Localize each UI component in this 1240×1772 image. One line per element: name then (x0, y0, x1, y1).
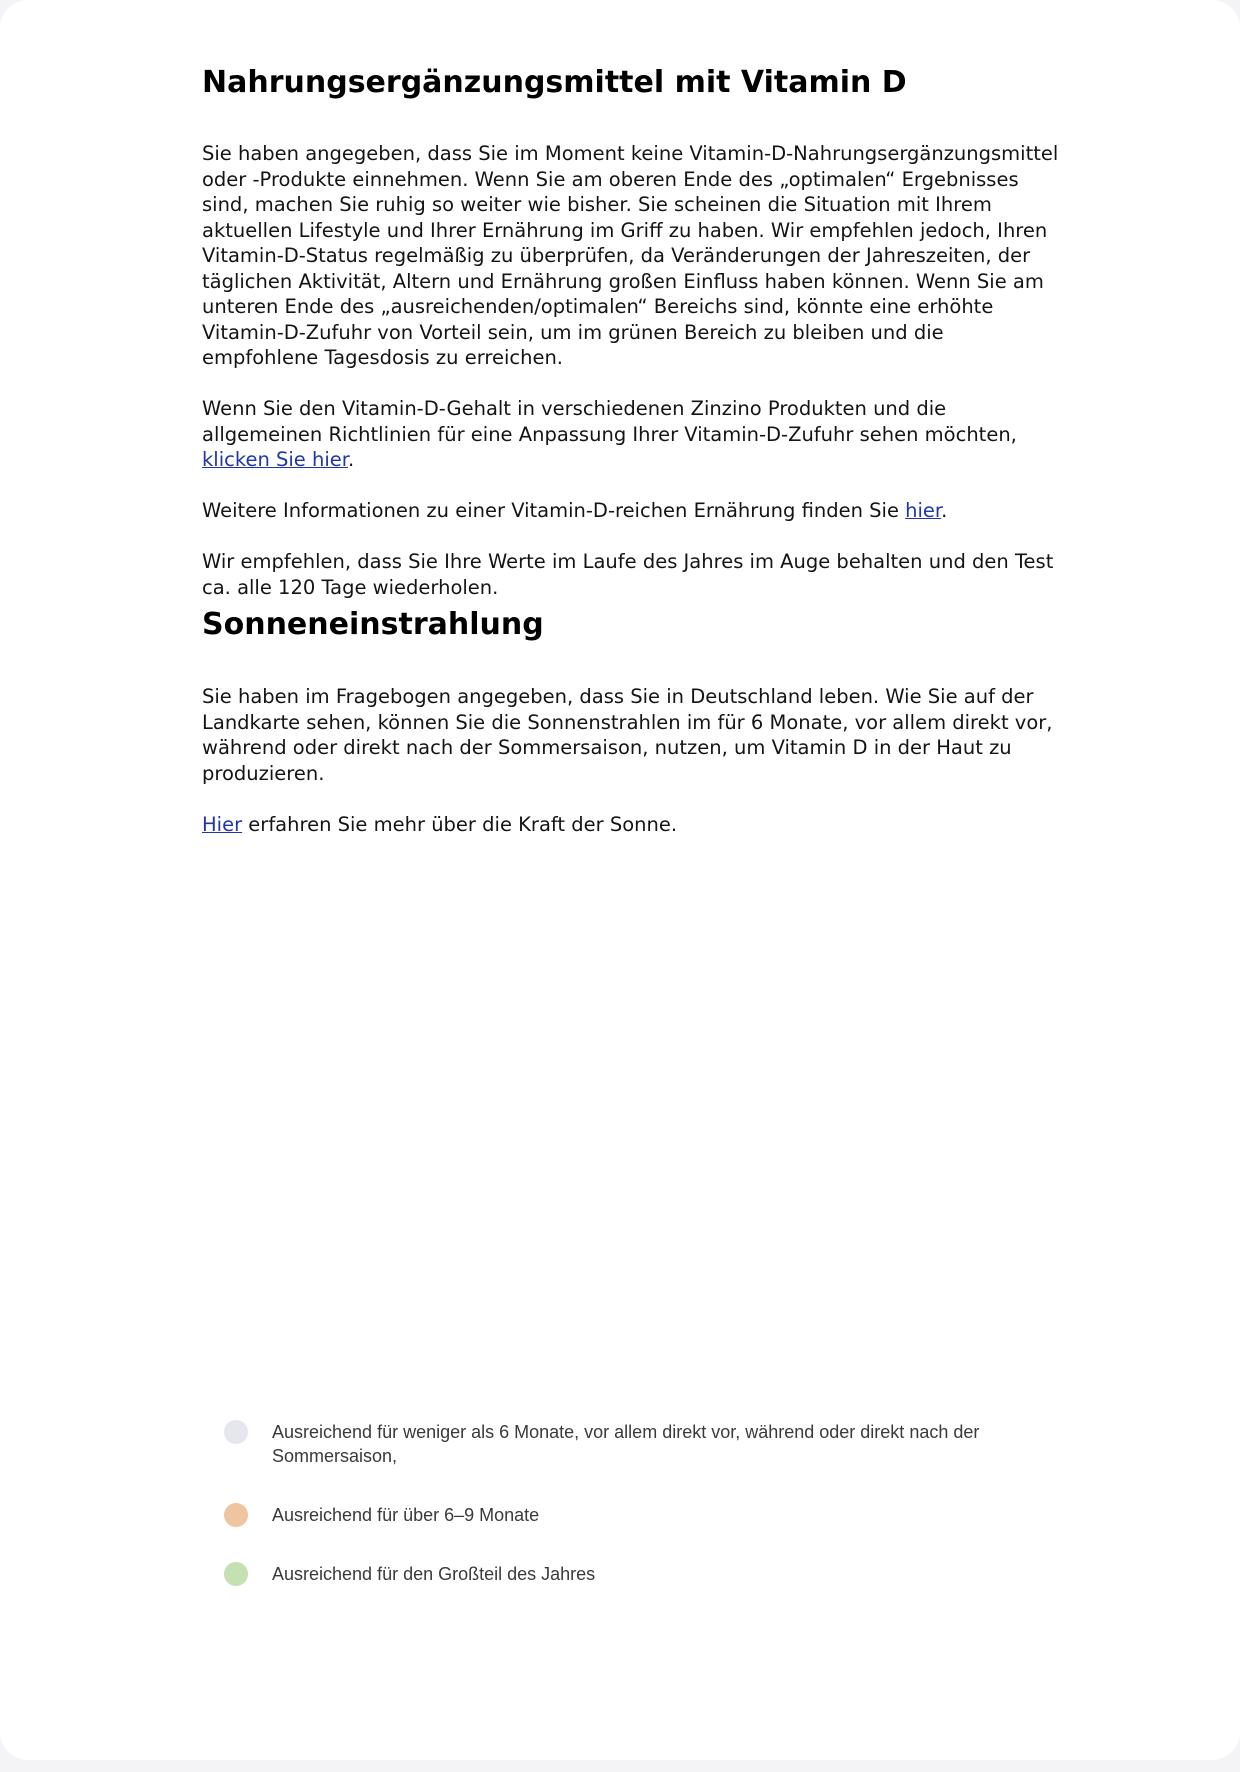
legend-label: Ausreichend für weniger als 6 Monate, vor allem direkt vor, während oder direkt nach der Sommersaison, (272, 1422, 980, 1466)
supplements-paragraph-2-end: . (348, 448, 355, 471)
section-title-sun: Sonneneinstrahlung (202, 607, 544, 642)
supplements-paragraph-3-end: . (941, 499, 948, 522)
legend-dot-orange-icon (224, 1503, 248, 1527)
click-here-link[interactable]: klicken Sie hier (202, 448, 348, 471)
supplements-paragraph-4: Wir empfehlen, dass Sie Ihre Werte im Laufe des Jahres im Auge behalten und den Test ca. alle 120 Tage wiederholen. (202, 550, 1054, 599)
supplements-paragraph-2 (202, 396, 1062, 473)
section-title-supplements: Nahrungsergänzungsmittel mit Vitamin D (202, 65, 907, 100)
map-legend (224, 1420, 1044, 1586)
legend-item-most-of-year (224, 1562, 1044, 1586)
legend-dot-grey-icon (224, 1420, 248, 1444)
legend-label: Ausreichend für über 6–9 Monate (272, 1505, 540, 1525)
sun-paragraph-2 (202, 812, 1062, 838)
sun-paragraph-1: Sie haben im Fragebogen angegeben, dass Sie in Deutschland leben. Wie Sie auf der Landkarte sehen, können Sie die Sonnenstrahlen im für 6 Monate, vor allem direkt vor, während oder direkt nach der Sommersaison, nutzen, um Vitamin D in der Haut zu produzieren. (202, 685, 1053, 785)
legend-dot-green-icon (224, 1562, 248, 1586)
sun-power-link[interactable]: Hier (202, 812, 243, 836)
supplements-paragraph-3-text: Weitere Informationen zu einer Vitamin-D-reichen Ernährung finden Sie (202, 499, 906, 522)
supplements-paragraph-1: Sie haben angegeben, dass Sie im Moment keine Vitamin-D-Nahrungsergänzungsmittel oder -Produkte einnehmen. Wenn Sie am oberen Ende des „optimalen“ Ergebnisses sind, machen Sie ruhig so weiter wie bisher. Sie scheinen die Situation mit Ihrem aktuellen Lifestyle und Ihrer Ernährung im Griff zu haben. Wir empfehlen jedoch, Ihren Vitamin-D-Status regelmäßig zu überprüfen, da Veränderungen der Jahreszeiten, der täglichen Aktivität, Altern und Ernährung großen Einfluss haben können. Wenn Sie am unteren Ende des „ausreichenden/optimalen“ Bereichs sind, könnte eine erhöhte Vitamin-D-Zufuhr von Vorteil sein, um im grünen Bereich zu bleiben und die empfohlene Tagesdosis zu erreichen. (202, 142, 1059, 369)
supplements-paragraph-3 (202, 498, 1062, 524)
supplements-paragraph-2-text: Wenn Sie den Vitamin-D-Gehalt in verschiedenen Zinzino Produkten und die allgemeinen Richtlinien für eine Anpassung Ihrer Vitamin-D-Zufuhr sehen möchten, (202, 397, 1017, 446)
sun-paragraph-2-text: erfahren Sie mehr über die Kraft der Sonne. (242, 812, 678, 836)
document-content (202, 58, 1062, 837)
diet-info-link[interactable]: hier (905, 499, 942, 522)
legend-label: Ausreichend für den Großteil des Jahres (272, 1564, 596, 1584)
legend-item-less-than-6-months (224, 1420, 1044, 1468)
legend-item-6-9-months (224, 1503, 1044, 1527)
